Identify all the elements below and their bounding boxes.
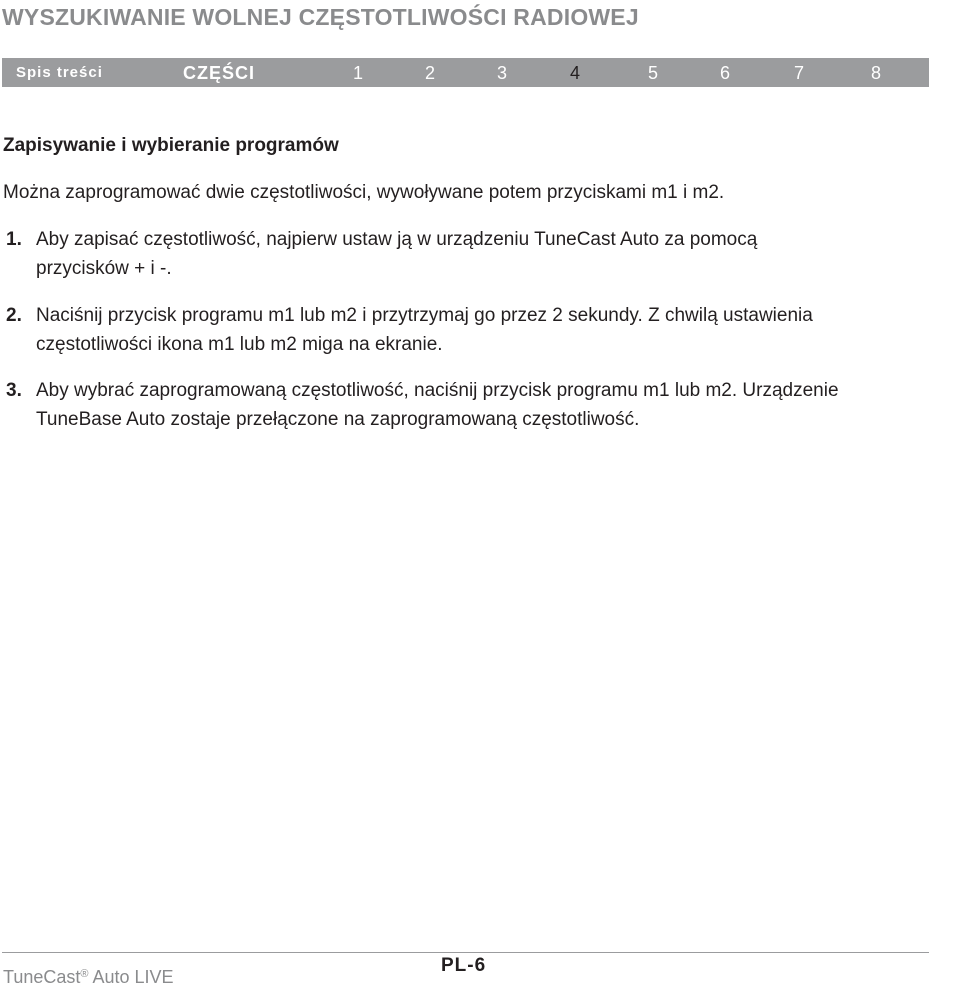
step-3 [3,376,933,434]
page-number: PL-6 [441,955,487,976]
footer-brand [3,967,174,988]
step-text-line: Aby zapisać częstotliwość, najpierw ustaw ją w urządzeniu TuneCast Auto za pomocą [36,229,758,250]
nav-part-3-link[interactable]: 3 [496,63,507,83]
nav-part-2-link[interactable]: 2 [424,63,435,83]
registered-mark: ® [80,968,89,980]
nav-parts-label: CZĘŚCI [183,63,256,83]
nav-part-7-link[interactable]: 7 [793,63,804,83]
brand-name: TuneCast [3,967,81,987]
step-text-line: TuneBase Auto zostaje przełączone na zaprogramowaną częstotliwość. [36,409,640,430]
step-text-line: Naciśnij przycisk programu m1 lub m2 i przytrzymaj go przez 2 sekundy. Z chwilą ustawienia [36,305,813,326]
step-2 [3,301,933,359]
step-number: 1. [6,229,22,250]
step-text-line: Aby wybrać zaprogramowaną częstotliwość, naciśnij przycisk programu m1 lub m2. Urządzenie [36,380,839,401]
section-nav-bar [2,58,929,87]
footer-divider [2,952,929,953]
brand-suffix: Auto LIVE [88,967,174,987]
nav-part-5-link[interactable]: 5 [647,63,658,83]
step-text-line: przycisków + i -. [36,258,172,279]
nav-table-of-contents-link[interactable]: Spis treści [16,64,103,81]
intro-paragraph: Można zaprogramować dwie częstotliwości, wywoływane potem przyciskami m1 i m2. [3,182,725,203]
step-number: 3. [6,380,22,401]
step-text-line: częstotliwości ikona m1 lub m2 miga na ekranie. [36,334,443,355]
step-number: 2. [6,305,22,326]
nav-part-1-link[interactable]: 1 [352,63,363,83]
nav-part-8-link[interactable]: 8 [870,63,881,83]
section-heading: Zapisywanie i wybieranie programów [3,135,339,156]
page-title: WYSZUKIWANIE WOLNEJ CZĘSTOTLIWOŚCI RADIOWEJ [2,4,639,30]
step-1 [3,225,933,283]
nav-part-4-link[interactable]: 4 [569,63,580,83]
nav-part-6-link[interactable]: 6 [719,63,730,83]
